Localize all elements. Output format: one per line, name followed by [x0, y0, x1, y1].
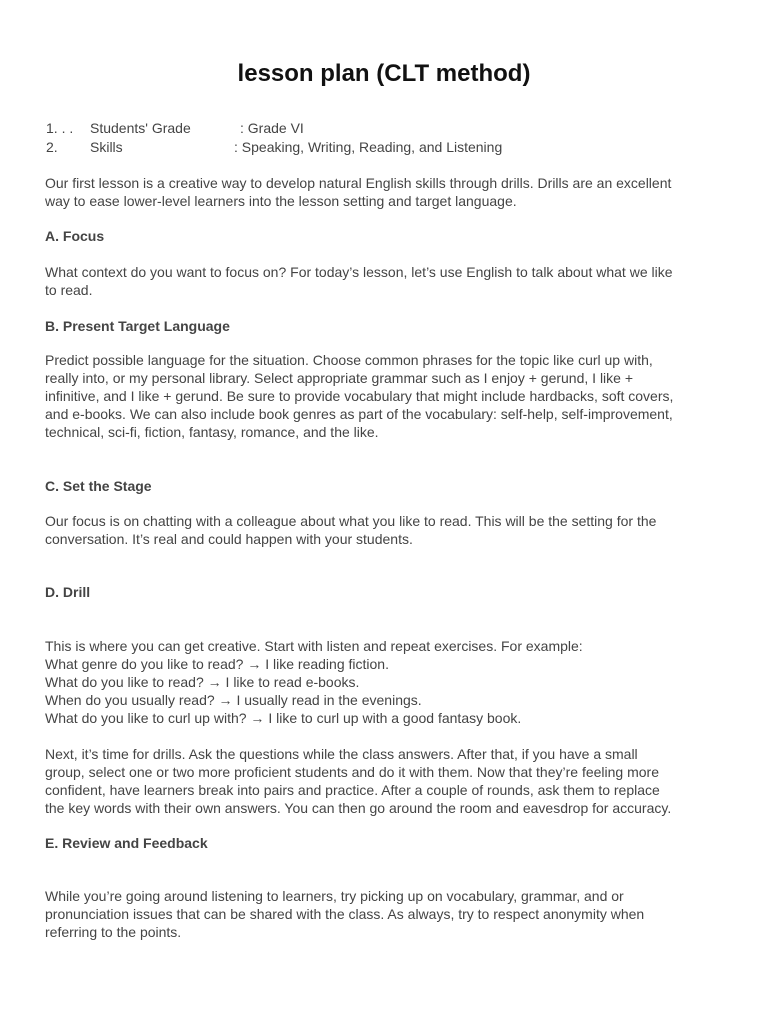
- text-line: While you’re going around listening to learners, try picking up on vocabulary, grammar, and or: [45, 888, 624, 904]
- meta-number: 1. . .: [46, 120, 74, 136]
- page-title: lesson plan (CLT method): [237, 60, 531, 87]
- meta-value: : Speaking, Writing, Reading, and Listening: [234, 139, 503, 155]
- text-line: really into, or my personal library. Select appropriate grammar such as I enjoy + gerund, I like +: [45, 370, 634, 386]
- text-line: Our first lesson is a creative way to develop natural English skills through drills. Drills are an excellent: [45, 175, 672, 191]
- text-line: What genre do you like to read? → I like reading fiction.: [45, 656, 389, 672]
- drill-examples: [45, 637, 735, 727]
- text-line: This is where you can get creative. Start with listen and repeat exercises. For example:: [45, 638, 583, 654]
- intro-paragraph: [45, 174, 735, 210]
- meta-value: : Grade VI: [240, 120, 304, 136]
- review-paragraph: [45, 887, 735, 941]
- set-stage-paragraph: [45, 512, 735, 548]
- meta-label: Students' Grade: [90, 120, 191, 136]
- section-heading-set-stage: C. Set the Stage: [45, 478, 152, 494]
- meta-number: 2.: [46, 139, 58, 155]
- focus-paragraph: [45, 263, 735, 299]
- text-line: When do you usually read? → I usually read in the evenings.: [45, 692, 422, 708]
- meta-label: Skills: [90, 139, 123, 155]
- section-heading-drill: D. Drill: [45, 584, 91, 600]
- text-line: referring to the points.: [45, 924, 182, 940]
- text-line: Our focus is on chatting with a colleague about what you like to read. This will be the setting for the: [45, 513, 657, 529]
- text-line: What do you like to read? → I like to read e-books.: [45, 674, 360, 690]
- section-heading-focus: A. Focus: [45, 228, 105, 244]
- text-line: technical, sci-fi, fiction, fantasy, romance, and the like.: [45, 424, 379, 440]
- target-language-paragraph: [45, 351, 735, 441]
- text-line: to read.: [45, 282, 93, 298]
- section-heading-review: E. Review and Feedback: [45, 835, 208, 851]
- section-heading-target-language: B. Present Target Language: [45, 318, 230, 334]
- text-line: Predict possible language for the situation. Choose common phrases for the topic like curl up with,: [45, 352, 653, 368]
- text-line: group, select one or two more proficient students and do it with them. Now that they’re feeling more: [45, 764, 659, 780]
- drill-paragraph: [45, 745, 735, 817]
- text-line: Next, it’s time for drills. Ask the questions while the class answers. After that, if you have a small: [45, 746, 638, 762]
- text-line: What context do you want to focus on? For today’s lesson, let’s use English to talk about what we like: [45, 264, 673, 280]
- text-line: way to ease lower-level learners into the lesson setting and target language.: [45, 193, 517, 209]
- text-line: What do you like to curl up with? → I like to curl up with a good fantasy book.: [45, 710, 522, 726]
- text-line: pronunciation issues that can be shared with the class. As always, try to respect anonymity when: [45, 906, 645, 922]
- text-line: the key words with their own answers. You can then go around the room and eavesdrop for accuracy.: [45, 800, 672, 816]
- text-line: infinitive, and I like + gerund. Be sure to provide vocabulary that might include hardbacks, soft covers,: [45, 388, 674, 404]
- text-line: conversation. It’s real and could happen with your students.: [45, 531, 413, 547]
- text-line: and e-books. We can also include book genres as part of the vocabulary: self-help, self-improvement,: [45, 406, 673, 422]
- text-line: confident, have learners break into pairs and practice. After a couple of rounds, ask them to replace: [45, 782, 660, 798]
